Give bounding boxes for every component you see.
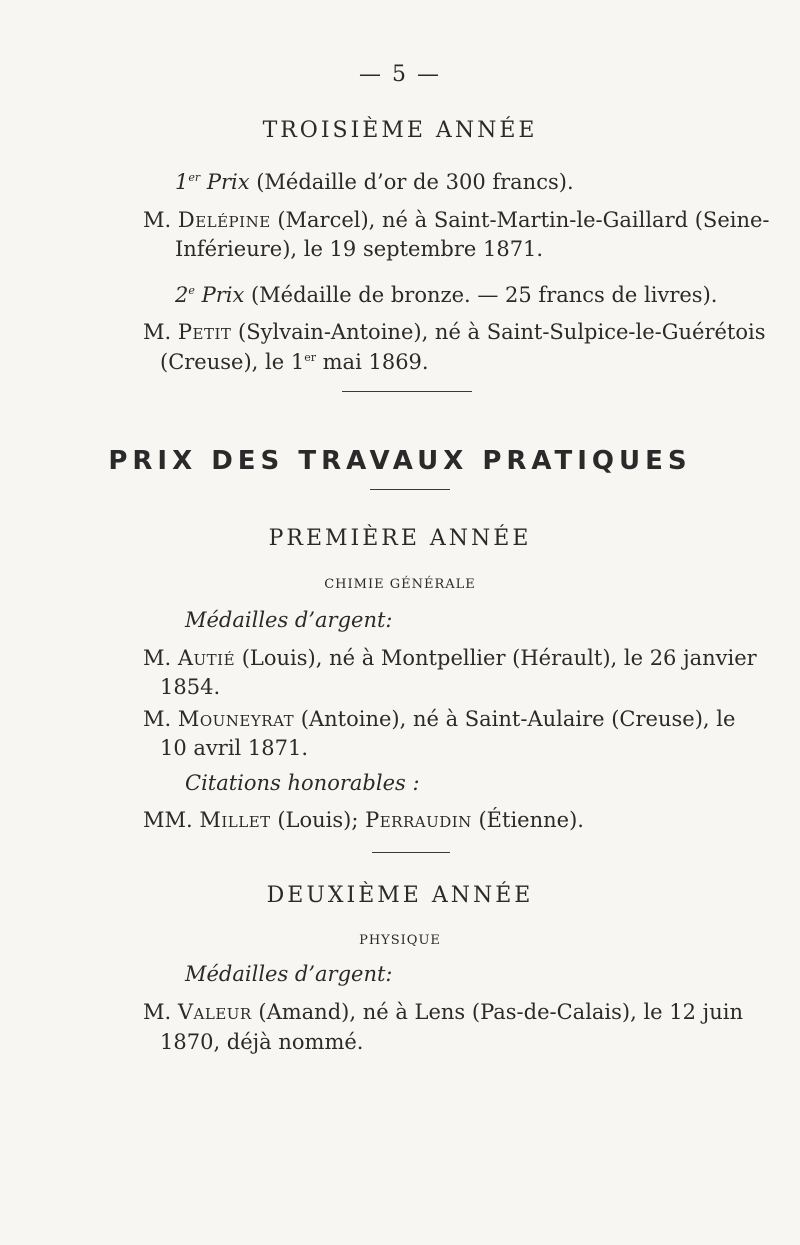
prize-rank: 1	[175, 170, 189, 194]
entry-text: (Creuse), le 1	[160, 350, 305, 374]
entry-mouneyrat-line2: 10 avril 1871.	[160, 736, 309, 760]
citations-entry	[143, 808, 584, 832]
subject-physique: PHYSIQUE	[359, 933, 441, 948]
entry-autie-line1	[143, 646, 757, 670]
divider-rule	[342, 391, 472, 392]
entry-autie-line2: 1854.	[160, 675, 221, 699]
entry-text: (Louis);	[270, 808, 366, 832]
prize-word: Prix	[200, 170, 250, 194]
section-heading-premiere: PREMIÈRE ANNÉE	[268, 526, 532, 551]
entry-text: (Louis), né à Montpellier (Hérault), le 26 janvier	[235, 646, 757, 670]
laureate-name: Autié	[177, 646, 236, 670]
citations-text: Citations honorables :	[185, 771, 420, 795]
entry-text: (Marcel), né à Saint-Martin-le-Gaillard (Seine-	[270, 208, 770, 232]
divider-rule	[372, 852, 450, 853]
entry-prefix: M.	[143, 208, 178, 232]
prize-line-first	[175, 170, 574, 194]
prize-rank-sup: e	[188, 284, 195, 297]
entry-delepine-line1	[143, 208, 770, 232]
laureate-name: Perraudin	[365, 808, 472, 832]
entry-sup: er	[304, 351, 316, 364]
entry-text: (Sylvain-Antoine), né à Saint-Sulpice-le-Guérétois	[231, 320, 766, 344]
entry-text: (Amand), né à Lens (Pas-de-Calais), le 12 juin	[251, 1000, 743, 1024]
medals-label-2	[185, 962, 393, 986]
prize-detail: (Médaille d’or de 300 francs).	[249, 170, 574, 194]
prize-line-second	[175, 283, 717, 307]
main-heading-travaux: PRIX DES TRAVAUX PRATIQUES	[108, 446, 692, 476]
laureate-name: Millet	[199, 808, 271, 832]
medals-label	[185, 608, 393, 632]
laureate-name: Mouneyrat	[177, 707, 295, 731]
entry-prefix: M.	[143, 1000, 178, 1024]
entry-text: mai 1869.	[315, 350, 429, 374]
medals-text: Médailles d’argent:	[185, 962, 393, 986]
medals-text: Médailles d’argent:	[185, 608, 393, 632]
prize-rank: 2	[175, 283, 189, 307]
entry-valeur-line1	[143, 1000, 743, 1024]
page-number: — 5 —	[359, 62, 441, 87]
entry-petit-line1	[143, 320, 766, 344]
laureate-name: Valeur	[177, 1000, 252, 1024]
subject-chimie: CHIMIE GÉNÉRALE	[324, 577, 476, 592]
prize-word: Prix	[194, 283, 245, 307]
entry-valeur-line2: 1870, déjà nommé.	[160, 1030, 364, 1054]
entry-prefix: MM.	[143, 808, 200, 832]
entry-delepine-line2: Inférieure), le 19 septembre 1871.	[175, 237, 544, 261]
entry-prefix: M.	[143, 646, 178, 670]
prize-rank-sup: er	[188, 171, 201, 184]
laureate-name: Delépine	[177, 208, 271, 232]
entry-text: (Antoine), né à Saint-Aulaire (Creuse), le	[294, 707, 736, 731]
laureate-name: Petit	[177, 320, 232, 344]
entry-mouneyrat-line1	[143, 707, 735, 731]
entry-petit-line2	[160, 350, 429, 374]
section-heading-troisieme: TROISIÈME ANNÉE	[262, 118, 538, 143]
prize-detail: (Médaille de bronze. — 25 francs de livres).	[244, 283, 718, 307]
divider-rule	[370, 489, 450, 490]
entry-text: (Étienne).	[471, 808, 584, 832]
entry-prefix: M.	[143, 320, 178, 344]
section-heading-deuxieme: DEUXIÈME ANNÉE	[266, 883, 534, 908]
citations-label	[185, 771, 420, 795]
entry-prefix: M.	[143, 707, 178, 731]
